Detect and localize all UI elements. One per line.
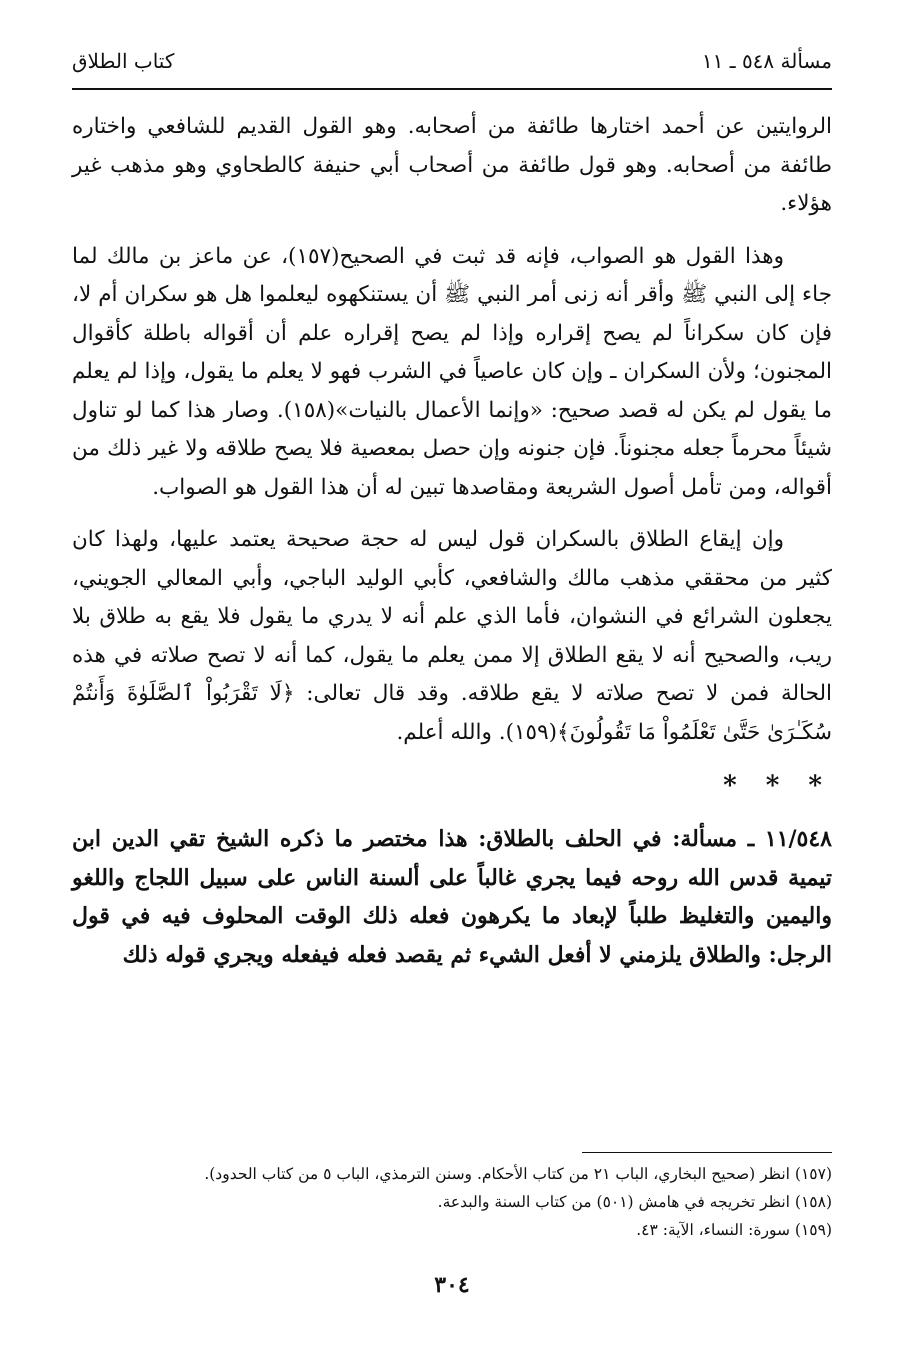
issue-heading-paragraph: ١١/٥٤٨ ـ مسألة: في الحلف بالطلاق: هذا مختصر ما ذكره الشيخ تقي الدين ابن تيمية قدس الله روحه فيما يجري غالباً على ألسنة الناس على سبيل اللجاج واللغو واليمين والتغليظ طلباً لإبعاد ما يكرهون فعله ذلك الوقت المحلوف فيه في قول الرجل: والطلاق يلزمني لا أفعل الشيء ثم يقصد فعله فيفعله ويجري قوله ذلك: [72, 826, 832, 968]
paragraph-1: الروايتين عن أحمد اختارها طائفة من أصحابه. وهو القول القديم للشافعي واختاره طائفة من أصحابه. وهو قول طائفة من أصحاب أبي حنيفة كالطحاوي وهو مذهب غير هؤلاء.: [72, 114, 832, 216]
paragraph-2: وهذا القول هو الصواب، فإنه قد ثبت في الصحيح(١٥٧)، عن ماعز بن مالك لما جاء إلى النبي ﷺ وأقر أنه زنى أمر النبي ﷺ أن يستنكهوه ليعلموا هل هو سكران أم لا، فإن كان سكراناً لم يصح إقراره وإذا لم يصح إقراره علم أن أقواله باطلة كأقوال المجنون؛ ولأن السكران ـ وإن كان عاصياً في الشرب فهو لا يعلم ما يقول، وإذا لم يعلم ما يقول لم يكن له قصد صحيح: «وإنما الأعمال بالنيات»(١٥٨). وصار هذا كما لو تناول شيئاً محرماً جعله مجنوناً. فإن جنونه وإن حصل بمعصية فلا يصح طلاقه ولا غير ذلك من أقواله، ومن تأمل أصول الشريعة ومقاصدها تبين له أن هذا القول هو الصواب.: [72, 243, 833, 500]
section-separator: * * *: [723, 771, 832, 801]
footnote-159: (١٥٩) سورة: النساء، الآية: ٤٣.: [636, 1221, 832, 1239]
footnote-158: (١٥٨) انظر تخريجه في هامش (٥٠١) من كتاب السنة والبدعة.: [437, 1193, 832, 1211]
main-text: [72, 108, 832, 988]
page-number: ٣٠٤: [434, 1272, 470, 1298]
header-issue-number: مسألة ٥٤٨ ـ ١١: [701, 49, 832, 73]
header-book-title: كتاب الطلاق: [72, 49, 175, 73]
footnote-157: (١٥٧) انظر (صحيح البخاري، الباب ٢١ من كتاب الأحكام. وسنن الترمذي، الباب ٥ من كتاب الحدود).: [204, 1165, 832, 1183]
footnotes: [72, 1160, 832, 1244]
footnote-rule: [582, 1152, 832, 1153]
header-rule: [72, 88, 832, 90]
paragraph-3: وإن إيقاع الطلاق بالسكران قول ليس له حجة صحيحة يعتمد عليها، ولهذا كان كثير من محققي مذهب مالك والشافعي، كأبي الوليد الباجي، وأبي المعالي الجويني، يجعلون الشرائع في النشوان، فأما الذي علم أنه لا يدري ما يقول فلا يقع به طلاق بلا ريب، والصحيح أنه لا يقع الطلاق إلا ممن يعلم ما يقول، كما أنه لا تصح صلاته في هذه الحالة فمن لا تصح صلاته لا يقع طلاقه. وقد قال تعالى: ﴿لَا تَقْرَبُواْ ٱلصَّلَوٰةَ وَأَنتُمْ سُكَـٰرَىٰ حَتَّىٰ تَعْلَمُواْ مَا تَقُولُونَ﴾(١٥٩). والله أعلم.: [72, 527, 832, 745]
running-header: [72, 44, 832, 78]
